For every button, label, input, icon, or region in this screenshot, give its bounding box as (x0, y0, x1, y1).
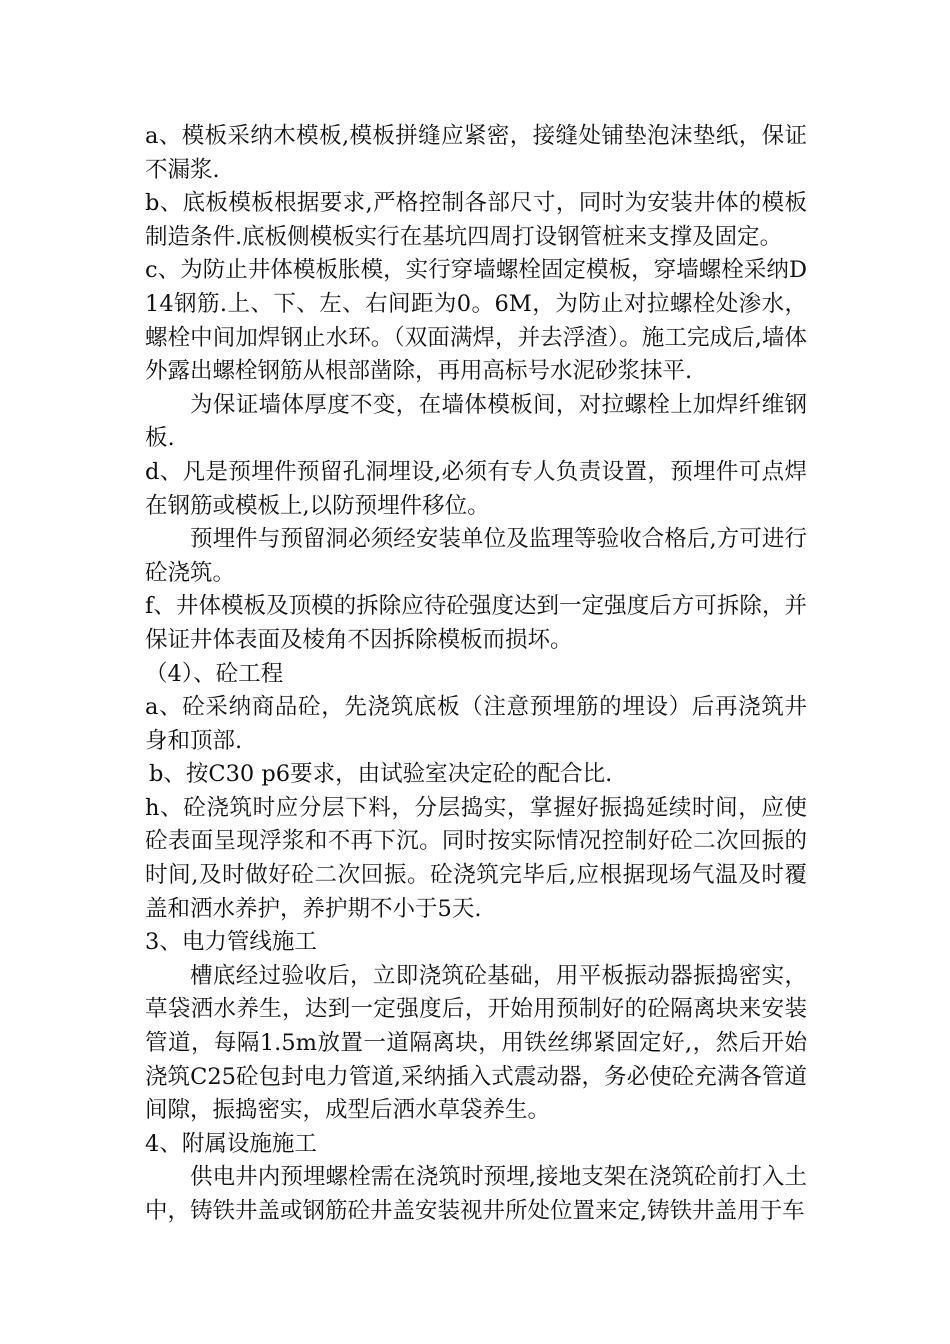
paragraph-wall-thickness: 为保证墙体厚度不变，在墙体模板间，对拉螺栓上加焊纤维钢板. (145, 391, 807, 452)
paragraph-h-pouring: h、砼浇筑时应分层下料，分层捣实，掌握好振捣延续时间，应使砼表面呈现浮浆和不再下沉。同时按实际情况控制好砼二次回振的时间,及时做好砼二次回振。砼浇筑完毕后,应根据现场气温及时覆盖和洒水养护，养护期不小于5天. (145, 794, 807, 922)
paragraph-pipeline-construction: 槽底经过验收后，立即浇筑砼基础，用平板振动器振捣密实，草袋洒水养生，达到一定强度后，开始用预制好的砼隔离块来安装管道，每隔1.5m放置一道隔离块，用铁丝绑紧固定好,，然后开始浇筑C25砼包封电力管道,采纳插入式震动器，务必使砼充满各管道间隙，振捣密实，成型后洒水草袋养生。 (145, 962, 807, 1124)
section-heading-power-pipeline: 3、电力管线施工 (145, 929, 317, 956)
paragraph-ancillary-construction: 供电井内预埋螺栓需在浇筑时预埋,接地支架在浇筑砼前打入土中，铸铁井盖或钢筋砼井盖安装视井所处位置来定,铸铁井盖用于车 (145, 1164, 807, 1224)
paragraph-b-base-formwork: b、底板模板根据要求,严格控制各部尺寸，同时为安装井体的模板制造条件.底板侧模板实行在基坑四周打设钢管桩来支撑及固定。 (145, 190, 807, 250)
paragraph-a-formwork: a、模板采纳木模板,模板拼缝应紧密，接缝处铺垫泡沫垫纸，保证不漏浆. (145, 123, 807, 183)
paragraph-embedded-acceptance: 预埋件与预留洞必须经安装单位及监理等验收合格后,方可进行砼浇筑。 (145, 526, 807, 586)
section-heading-ancillary-facilities: 4、附属设施施工 (145, 1130, 317, 1157)
document-body (145, 120, 807, 1229)
paragraph-c-anti-bulging: c、为防止井体模板胀模，实行穿墙螺栓固定模板，穿墙螺栓采纳D14钢筋.上、下、左、右间距为0。6M，为防止对拉螺栓处渗水，螺栓中间加焊钢止水环。（双面满焊，并去浮渣）。施工完成后,墙体外露出螺栓钢筋从根部凿除，再用高标号水泥砂浆抹平. (145, 257, 807, 385)
paragraph-d-embedded-parts: d、凡是预埋件预留孔洞埋设,必须有专人负责设置，预埋件可点焊在钢筋或模板上,以防预埋件移位。 (145, 458, 807, 519)
paragraph-f-formwork-removal: f、井体模板及顶模的拆除应待砼强度达到一定强度后方可拆除，并保证井体表面及棱角不因拆除模板而损坏。 (145, 593, 807, 653)
section-heading-concrete-works: （4）、砼工程 (145, 660, 284, 687)
paragraph-b-mix-ratio: b、按C30 p6要求，由试验室决定砼的配合比. (149, 761, 613, 788)
paragraph-a-commercial-concrete: a、砼采纳商品砼，先浇筑底板（注意预埋筋的埋设）后再浇筑井身和顶部. (145, 694, 807, 754)
